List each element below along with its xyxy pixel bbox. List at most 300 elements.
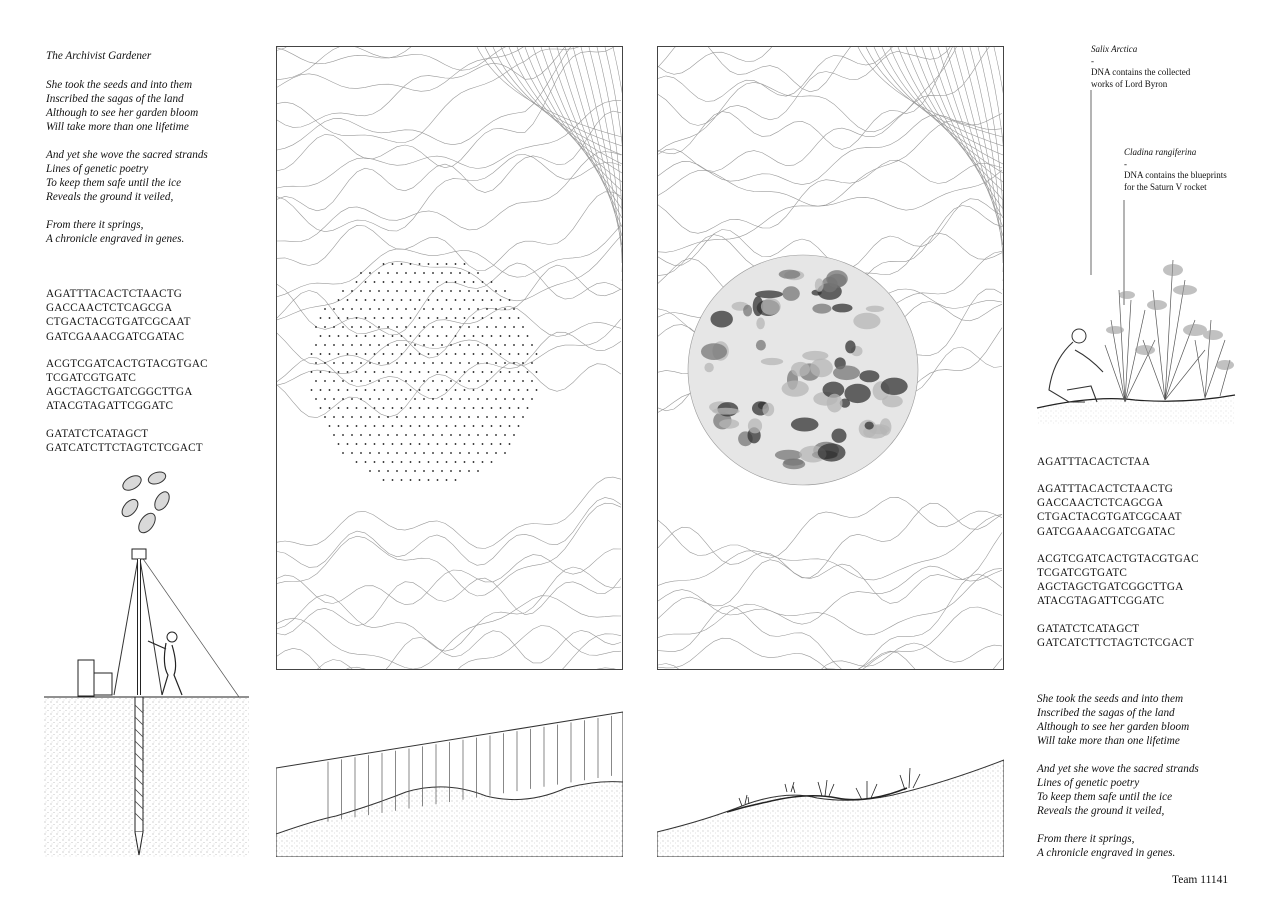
- seed-dot: [405, 362, 407, 364]
- seed-dot: [383, 443, 385, 445]
- plant-cluster: [791, 362, 810, 377]
- seed-dot: [414, 452, 416, 454]
- plant-cluster: [756, 340, 766, 351]
- seed-dot: [486, 452, 488, 454]
- seed-dot: [486, 326, 488, 328]
- plant-cluster: [818, 443, 846, 461]
- seed-dot: [405, 470, 407, 472]
- seed-dot: [410, 281, 412, 283]
- seed-dot: [446, 407, 448, 409]
- seed-dot: [369, 308, 371, 310]
- seed-dot: [351, 434, 353, 436]
- seed-dot: [365, 389, 367, 391]
- seed-dot: [500, 407, 502, 409]
- seed-dot: [405, 290, 407, 292]
- seed-dot: [351, 452, 353, 454]
- plant-cluster: [791, 418, 819, 432]
- seed-dot: [473, 425, 475, 427]
- seed-dot: [468, 308, 470, 310]
- poem-line: Lines of genetic poetry: [46, 163, 149, 175]
- seed-dot: [369, 380, 371, 382]
- seed-dot: [419, 335, 421, 337]
- seed-dot: [509, 389, 511, 391]
- seed-dot: [423, 380, 425, 382]
- seed-dot: [527, 353, 529, 355]
- seed-dot: [410, 425, 412, 427]
- seed-dot: [513, 326, 515, 328]
- seed-dot: [419, 479, 421, 481]
- seed-dot: [468, 344, 470, 346]
- seed-dot: [455, 425, 457, 427]
- seed-dot: [446, 335, 448, 337]
- seed-dot: [468, 434, 470, 436]
- seed-dot: [482, 407, 484, 409]
- seed-dot: [491, 335, 493, 337]
- seed-dot: [522, 326, 524, 328]
- seed-dot: [347, 371, 349, 373]
- seed-dot: [437, 281, 439, 283]
- seed-dot: [369, 272, 371, 274]
- plant-cluster: [704, 363, 713, 373]
- seed-dot: [477, 416, 479, 418]
- seed-dot: [423, 326, 425, 328]
- seed-dot: [347, 353, 349, 355]
- seed-dot: [333, 398, 335, 400]
- seed-dot: [522, 380, 524, 382]
- seed-dot: [491, 299, 493, 301]
- seed-dot: [414, 362, 416, 364]
- seed-dot: [383, 317, 385, 319]
- seed-dot: [365, 335, 367, 337]
- seed-dot: [311, 371, 313, 373]
- seed-dot: [464, 371, 466, 373]
- plant-cluster: [782, 381, 809, 397]
- seed-dot: [410, 443, 412, 445]
- seed-dot: [450, 380, 452, 382]
- seed-dot: [405, 380, 407, 382]
- seed-dot: [459, 362, 461, 364]
- seed-dot: [360, 434, 362, 436]
- seed-dot: [518, 389, 520, 391]
- seed-dot: [446, 461, 448, 463]
- seed-dot: [324, 308, 326, 310]
- seed-dot: [374, 425, 376, 427]
- seed-dot: [450, 470, 452, 472]
- seed-dot: [329, 353, 331, 355]
- plant-cluster: [822, 277, 838, 292]
- poem-line: From there it springs,: [46, 219, 144, 231]
- dna-line: ACGTCGATCACTGTACGTGAC: [1037, 552, 1199, 565]
- seed-dot: [486, 344, 488, 346]
- seed-dot: [432, 398, 434, 400]
- species-name: Cladina rangiferina: [1124, 147, 1197, 157]
- seed-dot: [347, 389, 349, 391]
- seed-dot: [392, 479, 394, 481]
- seed-dot: [374, 335, 376, 337]
- seed-dot: [473, 389, 475, 391]
- seed-dot: [491, 371, 493, 373]
- seed-dot: [365, 317, 367, 319]
- seed-dot: [513, 362, 515, 364]
- seed-dot: [486, 380, 488, 382]
- seed-dot: [410, 317, 412, 319]
- seed-dot: [383, 263, 385, 265]
- poem-line: Lines of genetic poetry: [1037, 777, 1140, 789]
- seed-dot: [392, 389, 394, 391]
- seed-dot: [356, 335, 358, 337]
- seed-dot: [347, 407, 349, 409]
- poem-line: She took the seeds and into them: [46, 79, 193, 91]
- seed-dot: [450, 326, 452, 328]
- seed-dot: [500, 299, 502, 301]
- seed-dot: [518, 335, 520, 337]
- seed-dot: [446, 281, 448, 283]
- seed-dot: [423, 416, 425, 418]
- seed-dot: [320, 407, 322, 409]
- seed-dot: [356, 443, 358, 445]
- seed-dot: [459, 434, 461, 436]
- seed-dot: [477, 272, 479, 274]
- seed-dot: [482, 461, 484, 463]
- seed-dot: [369, 344, 371, 346]
- seed-dot: [428, 389, 430, 391]
- seed-dot: [414, 470, 416, 472]
- seed-dot: [509, 299, 511, 301]
- seed-dot: [392, 317, 394, 319]
- seed-dot: [477, 308, 479, 310]
- seed-dot: [351, 344, 353, 346]
- seed-dot: [432, 272, 434, 274]
- seed-dot: [387, 272, 389, 274]
- plant-cluster: [815, 278, 824, 291]
- seed-dot: [473, 461, 475, 463]
- seed-dot: [455, 461, 457, 463]
- seed-dot: [387, 362, 389, 364]
- seed-dot: [383, 425, 385, 427]
- seed-dot: [360, 290, 362, 292]
- seed-dot: [441, 326, 443, 328]
- seed-dot: [410, 299, 412, 301]
- contour-map: [277, 47, 622, 669]
- seed-dot: [396, 362, 398, 364]
- seed-dot: [441, 272, 443, 274]
- seed-dot: [315, 326, 317, 328]
- plant-cluster: [719, 419, 739, 429]
- dna-line: AGATTTACACTCTAACTG: [1037, 483, 1174, 495]
- seed-dot: [432, 344, 434, 346]
- seed-dot: [365, 299, 367, 301]
- terrain-section: [276, 700, 623, 857]
- seed-dot: [401, 407, 403, 409]
- seed-dot: [356, 317, 358, 319]
- seed-dot: [428, 335, 430, 337]
- seed-dot: [518, 425, 520, 427]
- seed-dot: [459, 326, 461, 328]
- seed-dot: [338, 353, 340, 355]
- seed-dot: [387, 416, 389, 418]
- seed-dot: [360, 398, 362, 400]
- seed-dot: [477, 362, 479, 364]
- seed-dot: [410, 461, 412, 463]
- seed-dot: [378, 290, 380, 292]
- seed-dot: [468, 416, 470, 418]
- poem-line: To keep them safe until the ice: [46, 177, 182, 189]
- seed-dot: [455, 281, 457, 283]
- seed-dot: [342, 326, 344, 328]
- seed-dot: [437, 443, 439, 445]
- seed-dot: [405, 434, 407, 436]
- seed-dot: [477, 344, 479, 346]
- seed-dot: [324, 380, 326, 382]
- seed-dot: [495, 416, 497, 418]
- plant-cluster: [761, 298, 781, 315]
- poem-stanza: [46, 148, 208, 204]
- seed-dot: [351, 362, 353, 364]
- team-label: Team 11141: [1172, 874, 1229, 886]
- seed-dot: [504, 452, 506, 454]
- seed-dot: [387, 290, 389, 292]
- seed-dot: [482, 281, 484, 283]
- contour-map-garden-panel: [657, 46, 1004, 670]
- seed-dot: [315, 344, 317, 346]
- plant-cluster: [783, 459, 806, 469]
- dna-line: GATCATCTTCTAGTCTCGACT: [1037, 636, 1194, 649]
- seed-dot: [360, 344, 362, 346]
- seed-dot: [455, 479, 457, 481]
- annotation-line: DNA contains the collected: [1091, 67, 1191, 77]
- seed-dot: [486, 362, 488, 364]
- seed-dot: [459, 452, 461, 454]
- seed-dot: [504, 326, 506, 328]
- seed-dot: [347, 443, 349, 445]
- section-drawing-seeded: [276, 700, 623, 857]
- seed-dot: [464, 443, 466, 445]
- seed-dot: [315, 362, 317, 364]
- seed-dot: [495, 362, 497, 364]
- seed-dot: [396, 416, 398, 418]
- seed-dot: [351, 326, 353, 328]
- dna-line: GATCATCTTCTAGTCTCGACT: [46, 441, 203, 454]
- plant-cluster: [853, 313, 880, 330]
- seed-dot: [396, 398, 398, 400]
- seed-dot: [432, 434, 434, 436]
- seed-dot: [486, 290, 488, 292]
- seed-dot: [432, 470, 434, 472]
- seed-dot: [351, 380, 353, 382]
- seed-dot: [473, 371, 475, 373]
- seed-dot: [459, 380, 461, 382]
- poem-line: Inscribed the sagas of the land: [46, 93, 184, 105]
- seed-dot: [410, 353, 412, 355]
- seed-dot: [383, 479, 385, 481]
- seed-dot: [401, 461, 403, 463]
- seed-dot: [378, 308, 380, 310]
- seed-dot: [401, 371, 403, 373]
- seed-dot: [365, 461, 367, 463]
- seed-dot: [405, 416, 407, 418]
- seed-dot: [338, 389, 340, 391]
- dna-line: GACCAACTCTCAGCGA: [46, 302, 173, 315]
- plant-cluster: [743, 305, 752, 317]
- dna-line: CTGACTACGTGATCGCAAT: [46, 316, 191, 329]
- seed-dot: [410, 479, 412, 481]
- seed-dot: [396, 272, 398, 274]
- seed-dot: [536, 389, 538, 391]
- seed-dot: [378, 362, 380, 364]
- seed-dot: [428, 317, 430, 319]
- seed-dot: [374, 461, 376, 463]
- seed-dot: [405, 272, 407, 274]
- seed-dot: [482, 371, 484, 373]
- seed-dot: [482, 443, 484, 445]
- seed-dot: [513, 434, 515, 436]
- seed-dot: [410, 407, 412, 409]
- seed-dot: [396, 470, 398, 472]
- seed-dot: [428, 371, 430, 373]
- plant-cluster: [881, 378, 908, 395]
- plant-cluster: [782, 286, 799, 301]
- seed-dot: [455, 263, 457, 265]
- dna-line: AGCTAGCTGATCGGCTTGA: [46, 386, 193, 399]
- seed-dot: [365, 425, 367, 427]
- seed-dot: [392, 371, 394, 373]
- seed-dot: [513, 416, 515, 418]
- seed-dot: [320, 389, 322, 391]
- seed-dot: [369, 398, 371, 400]
- seed-dot: [441, 416, 443, 418]
- seed-dot: [360, 416, 362, 418]
- seed-dot: [374, 371, 376, 373]
- seed-dot: [324, 416, 326, 418]
- seed-dot: [423, 290, 425, 292]
- poem-line: A chronicle engraved in genes.: [1037, 847, 1176, 859]
- dna-line: TCGATCGTGATC: [46, 372, 137, 385]
- seed-dot: [482, 335, 484, 337]
- seed-dot: [387, 398, 389, 400]
- seed-dot: [378, 272, 380, 274]
- seed-dot: [500, 425, 502, 427]
- seed-dot: [491, 389, 493, 391]
- seed-dot: [446, 263, 448, 265]
- seed-dot: [387, 380, 389, 382]
- seed-dot: [437, 263, 439, 265]
- plant-cluster: [755, 290, 783, 298]
- poem-line: And yet she wove the sacred strands: [1037, 763, 1199, 775]
- seed-dot: [527, 389, 529, 391]
- annotation-dash: -: [1124, 158, 1127, 169]
- poem-stanza: [46, 218, 208, 246]
- seed-dot: [374, 407, 376, 409]
- seed-dot: [518, 371, 520, 373]
- seed-dot: [459, 470, 461, 472]
- dna-block: [1037, 552, 1199, 609]
- seed-dot: [338, 317, 340, 319]
- seed-dot: [428, 407, 430, 409]
- seed-dot: [342, 434, 344, 436]
- seed-dot: [311, 353, 313, 355]
- seed-dot: [356, 461, 358, 463]
- seed-dot: [432, 308, 434, 310]
- seed-dot: [509, 425, 511, 427]
- poem-line: To keep them safe until the ice: [1037, 791, 1173, 803]
- poem-line: A chronicle engraved in genes.: [46, 233, 185, 245]
- poem-stanza: [1037, 692, 1199, 748]
- seed-dot: [419, 299, 421, 301]
- seed-dot: [396, 326, 398, 328]
- gardener-illustration: [1035, 90, 1240, 430]
- seed-dot: [495, 290, 497, 292]
- seed-dot: [437, 461, 439, 463]
- seed-dot: [324, 362, 326, 364]
- plant-cluster: [859, 370, 879, 382]
- seed-dot: [329, 407, 331, 409]
- seed-dot: [356, 389, 358, 391]
- seed-dot: [432, 362, 434, 364]
- seed-dot: [378, 434, 380, 436]
- seed-dot: [473, 335, 475, 337]
- seed-dot: [500, 317, 502, 319]
- seed-dot: [365, 407, 367, 409]
- dna-line: AGCTAGCTGATCGGCTTGA: [1037, 581, 1184, 594]
- seed-dot: [513, 380, 515, 382]
- seed-dot: [419, 263, 421, 265]
- seed-dot: [464, 335, 466, 337]
- seed-dot: [410, 263, 412, 265]
- contour-map: [658, 47, 1003, 669]
- seed-dot: [495, 344, 497, 346]
- dna-line: ATACGTAGATTCGGATC: [46, 400, 174, 413]
- seeds-illustration: [112, 468, 178, 538]
- seed-dot: [513, 398, 515, 400]
- dna-line: CTGACTACGTGATCGCAAT: [1037, 511, 1182, 524]
- seed-dot: [473, 353, 475, 355]
- seed-dot: [423, 434, 425, 436]
- seed-dot: [441, 398, 443, 400]
- annotation-salix: [1091, 44, 1190, 90]
- seed-dot: [477, 326, 479, 328]
- plant-cluster: [810, 359, 833, 378]
- seed-dot: [522, 416, 524, 418]
- plant-cluster: [832, 429, 847, 443]
- seed-dot: [428, 281, 430, 283]
- seed-dot: [468, 470, 470, 472]
- seed-dot: [473, 299, 475, 301]
- seed-dot: [342, 344, 344, 346]
- seed-dot: [356, 407, 358, 409]
- seed-dot: [527, 335, 529, 337]
- left-dna-sequence: [46, 287, 208, 468]
- seed-dot: [405, 344, 407, 346]
- seed-dot: [428, 425, 430, 427]
- poem-line: From there it springs,: [1037, 833, 1135, 845]
- seed-dot: [423, 344, 425, 346]
- seed-dot: [419, 371, 421, 373]
- dna-line: ATACGTAGATTCGGATC: [1037, 595, 1165, 608]
- seed-dot: [414, 434, 416, 436]
- seed-dot: [392, 353, 394, 355]
- plant-cluster: [832, 304, 852, 313]
- seed-dot: [491, 353, 493, 355]
- plant-cluster: [761, 358, 783, 365]
- seed-dot: [432, 380, 434, 382]
- seed-dot: [360, 272, 362, 274]
- seed-dot: [450, 398, 452, 400]
- seed-dot: [387, 326, 389, 328]
- seed-dot: [455, 353, 457, 355]
- seed-dot: [509, 443, 511, 445]
- poem-line: Although to see her garden bloom: [1037, 721, 1190, 733]
- seed-dot: [401, 263, 403, 265]
